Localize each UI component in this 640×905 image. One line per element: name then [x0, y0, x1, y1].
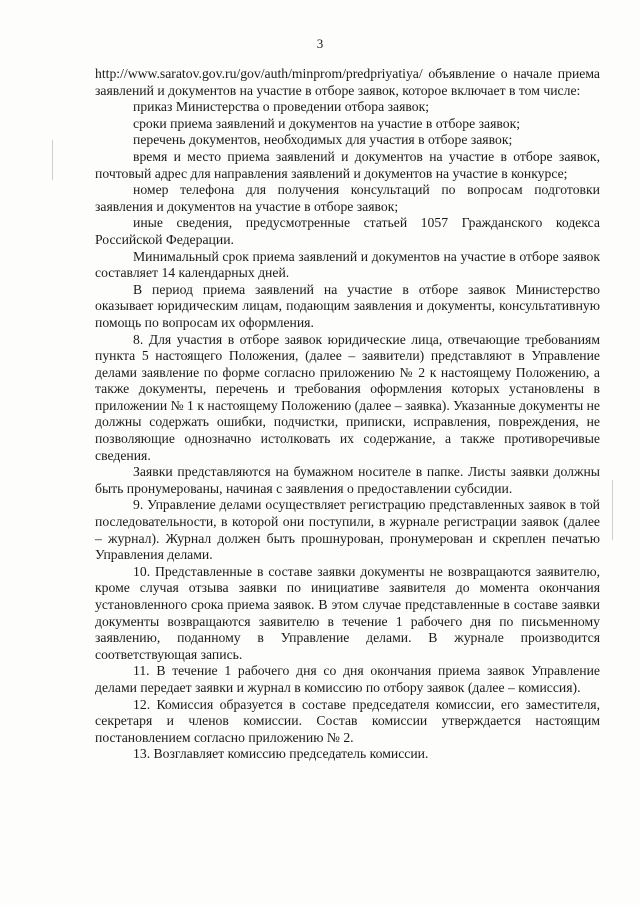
paragraph: 8. Для участия в отборе заявок юридические лица, отвечающие требованиям пункта 5 настоящего Положения, (далее – заявители) представляют в Управление делами заявление по форме согласно приложению № 2 к настоящему Положению, а также документы, перечень и требования оформления которых установлены в приложении № 1 к настоящему Положению (далее – заявка). Указанные документы не должны содержать ошибки, подчистки, приписки, исправления, повреждения, не позволяющие однозначно истолковать их содержание, а также противоречивые сведения.: [95, 331, 600, 463]
paragraph: 11. В течение 1 рабочего дня со дня окончания приема заявок Управление делами передает заявки и журнал в комиссию по отбору заявок (далее – комиссия).: [95, 663, 600, 695]
paragraph: В период приема заявлений на участие в отборе заявок Министерство оказывает юридическим лицам, подающим заявления и документы, консультативную помощь по вопросам их оформления.: [95, 281, 600, 330]
paragraph: http://www.saratov.gov.ru/gov/auth/minprom/predpriyatiya/ объявление о начале приема заявлений и документов на участие в отборе заявок, которое включает в том числе:: [95, 66, 600, 98]
paragraph: Заявки представляются на бумажном носителе в папке. Листы заявки должны быть пронумерованы, начиная с заявления о предоставлении субсидии.: [95, 464, 600, 496]
paragraph: 9. Управление делами осуществляет регистрацию представленных заявок в той последовательности, в которой они поступили, в журнале регистрации заявок (далее – журнал). Журнал должен быть прошнурован, пронумерован и скреплен печатью Управления делами.: [95, 497, 600, 563]
scan-edge-mark-left: [52, 140, 53, 180]
paragraph: 12. Комиссия образуется в составе председателя комиссии, его заместителя, секретаря и членов комиссии. Состав комиссии утверждается настоящим постановлением согласно приложению № 2.: [95, 696, 600, 745]
scan-edge-mark-right: [612, 480, 613, 540]
paragraph: время и место приема заявлений и документов на участие в отборе заявок, почтовый адрес для направления заявлений и документов на участие в конкурсе;: [95, 148, 600, 181]
paragraph: приказ Министерства о проведении отбора заявок;: [133, 99, 430, 115]
paragraph: 13. Возглавляет комиссию председатель комиссии.: [133, 746, 429, 762]
paragraph: 10. Представленные в составе заявки документы не возвращаются заявителю, кроме случая отзыва заявки по инициативе заявителя до момента окончания установленного срока приема заявок. В этом случае представленные в составе заявки документы возвращаются заявителю в течение 1 рабочего дня по письменному заявлению, поданному в Управление делами. В журнале производится соответствующая запись.: [95, 563, 600, 662]
paragraph: Минимальный срок приема заявлений и документов на участие в отборе заявок составляет 14 календарных дней.: [95, 248, 600, 281]
document-body: [95, 66, 600, 763]
paragraph: перечень документов, необходимых для участия в отборе заявок;: [133, 132, 513, 148]
paragraph: сроки приема заявлений и документов на участие в отборе заявок;: [133, 115, 521, 131]
paragraph: номер телефона для получения консультаций по вопросам подготовки заявления и документов на участие в отборе заявок;: [95, 182, 600, 214]
page-number: 3: [316, 36, 324, 51]
paragraph: иные сведения, предусмотренные статьей 1057 Гражданского кодекса Российской Федерации.: [95, 215, 600, 247]
